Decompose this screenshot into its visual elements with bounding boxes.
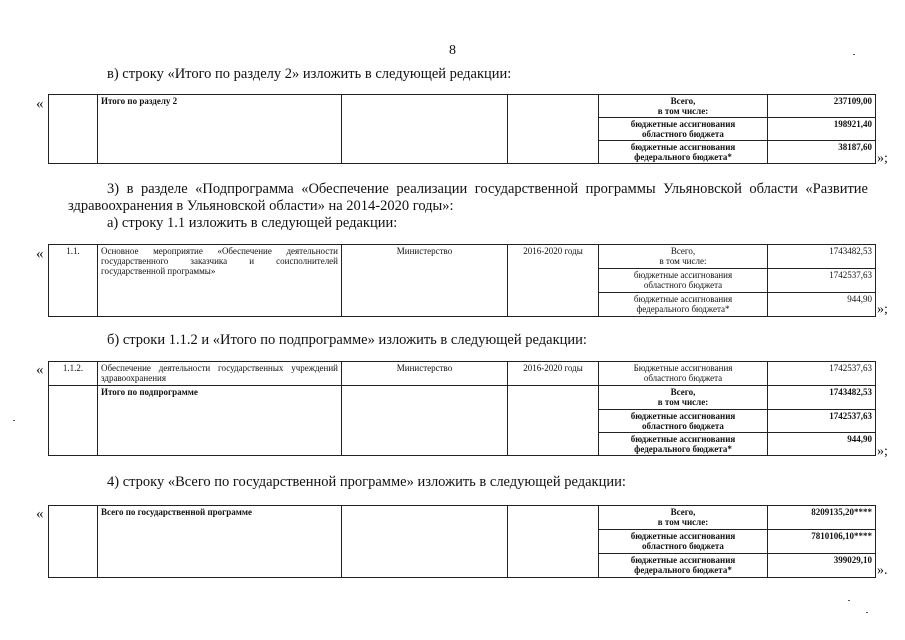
close-quote: »; (877, 302, 888, 317)
cell-name: Итого по разделу 2 (98, 95, 342, 164)
cell-executor: Министерство (342, 362, 508, 386)
cell-name: Итого по подпрограмме (98, 386, 342, 456)
table-row (49, 506, 876, 530)
scan-speck (853, 54, 855, 55)
cell-value-total: 237109,00 (768, 95, 876, 118)
cell-num: 1.1.2. (49, 362, 98, 386)
cell-source-regional: бюджетные ассигнования областного бюджета (599, 410, 768, 433)
table-row-1-1-2 (48, 361, 876, 456)
cell-value-regional: 198921,40 (768, 118, 876, 141)
table-row (49, 386, 876, 410)
table-total-section-2 (48, 94, 876, 164)
cell-source-federal: бюджетные ассигнования федерального бюджета* (599, 554, 768, 578)
page-number: 8 (449, 43, 456, 58)
cell-value-total: 1743482,53 (768, 245, 876, 269)
cell-period (508, 95, 599, 164)
cell-source-total: Всего, в том числе: (599, 95, 768, 118)
close-quote: »; (877, 444, 888, 459)
close-quote: »; (877, 151, 888, 166)
section-3-sub-a: а) строку 1.1 изложить в следующей редакции: (107, 215, 398, 231)
open-quote: « (36, 96, 44, 112)
cell-value-regional: 1742537,63 (768, 269, 876, 293)
cell-value-federal: 944,90 (768, 293, 876, 317)
cell-name: Основное мероприятие «Обеспечение деятельности государственного заказчика и соисполнителей государственной программы» (98, 245, 342, 317)
table-row (49, 362, 876, 386)
cell-executor (342, 386, 508, 456)
cell-period: 2016-2020 годы (508, 362, 599, 386)
cell-period: 2016-2020 годы (508, 245, 599, 317)
cell-value-regional: 7810106,10**** (768, 530, 876, 554)
open-quote: « (36, 246, 44, 262)
cell-source-total: Всего, в том числе: (599, 245, 768, 269)
table-total-program (48, 505, 876, 578)
scan-speck (866, 612, 868, 613)
cell-value-federal: 399029,10 (768, 554, 876, 578)
cell-period (508, 506, 599, 578)
cell-num (49, 506, 98, 578)
cell-num: 1.1. (49, 245, 98, 317)
cell-num (49, 95, 98, 164)
cell-executor (342, 95, 508, 164)
cell-source-federal: бюджетные ассигнования федерального бюджета* (599, 433, 768, 456)
scan-speck (848, 600, 850, 601)
cell-name: Всего по государственной программе (98, 506, 342, 578)
cell-value-total: 8209135,20**** (768, 506, 876, 530)
intro-total-section-2: в) строку «Итого по разделу 2» изложить в следующей редакции: (107, 66, 512, 82)
cell-value-federal: 38187,60 (768, 141, 876, 164)
table-row (49, 245, 876, 269)
cell-source-federal: бюджетные ассигнования федерального бюджета* (599, 293, 768, 317)
cell-source-regional: бюджетные ассигнования областного бюджета (599, 118, 768, 141)
cell-source-total: Всего, в том числе: (599, 386, 768, 410)
cell-value-federal: 944,90 (768, 433, 876, 456)
cell-source: Бюджетные ассигнования областного бюджета (599, 362, 768, 386)
table-row (49, 95, 876, 118)
cell-value-regional: 1742537,63 (768, 410, 876, 433)
scan-speck (13, 420, 15, 421)
cell-executor: Министерство (342, 245, 508, 317)
cell-source-federal: бюджетные ассигнования федерального бюджета* (599, 141, 768, 164)
cell-name: Обеспечение деятельности государственных учреждений здравоохранения (98, 362, 342, 386)
cell-source-regional: бюджетные ассигнования областного бюджета (599, 269, 768, 293)
cell-num (49, 386, 98, 456)
close-quote: ». (877, 563, 888, 578)
cell-source-regional: бюджетные ассигнования областного бюджета (599, 530, 768, 554)
open-quote: « (36, 506, 44, 522)
cell-source-total: Всего, в том числе: (599, 506, 768, 530)
cell-period (508, 386, 599, 456)
cell-value: 1742537,63 (768, 362, 876, 386)
cell-value-total: 1743482,53 (768, 386, 876, 410)
section-b-intro: б) строки 1.1.2 и «Итого по подпрограмме» изложить в следующей редакции: (107, 332, 587, 348)
cell-executor (342, 506, 508, 578)
open-quote: « (36, 362, 44, 378)
section-3-intro: 3) в разделе «Подпрограмма «Обеспечение реализации государственной программы Ульяновской области «Развитие здравоохранения в Ульяновской области» на 2014-2020 годы»: (68, 181, 868, 214)
table-row-1-1 (48, 244, 876, 317)
section-4-intro: 4) строку «Всего по государственной программе» изложить в следующей редакции: (107, 474, 626, 490)
